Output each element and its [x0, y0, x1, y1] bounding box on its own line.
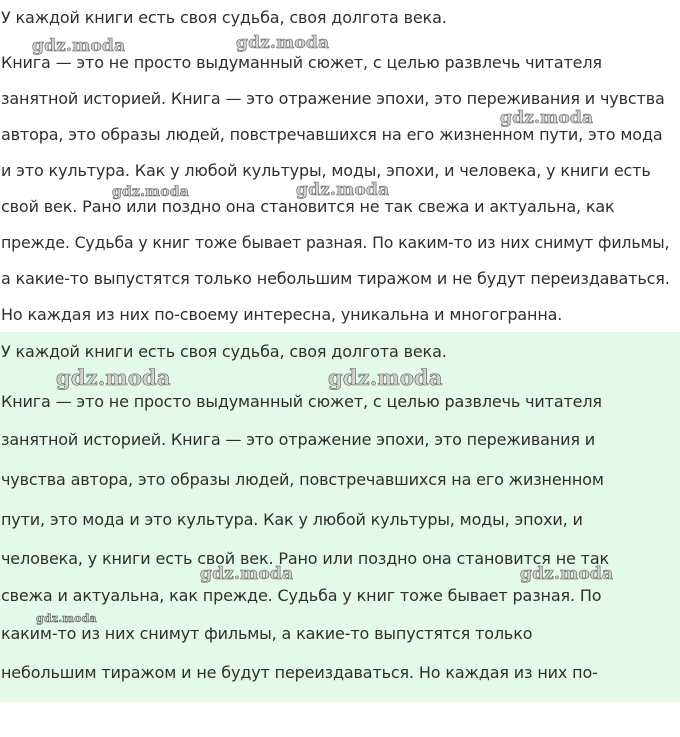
watermark-logo: gdz.moda: [112, 184, 190, 200]
watermark-logo: gdz.moda: [296, 180, 390, 200]
text-line: занятной историей. Книга — это отражение эпохи, это переживания и чувства: [1, 89, 665, 108]
text-line: каким-то из них снимут фильмы, а какие-то выпустятся только: [1, 624, 533, 643]
text-line: чувства автора, это образы людей, повстречавшихся на его жизненном: [1, 470, 604, 489]
text-line: У каждой книги есть своя судьба, своя долгота века.: [1, 8, 447, 27]
text-line: свой век. Рано или поздно она становится не так свежа и актуальна, как: [1, 197, 615, 216]
watermark-logo: gdz.moda: [32, 36, 126, 56]
watermark-logo: gdz.moda: [56, 365, 171, 390]
text-line: прежде. Судьба у книг тоже бывает разная. По каким-то из них снимут фильмы,: [1, 233, 670, 252]
text-line: пути, это мода и это культура. Как у любой культуры, моды, эпохи, и: [1, 510, 583, 529]
text-line: У каждой книги есть своя судьба, своя долгота века.: [1, 342, 447, 361]
watermark-logo: gdz.moda: [236, 33, 330, 53]
text-line: Книга — это не просто выдуманный сюжет, с целью развлечь читателя: [1, 53, 602, 72]
watermark-logo: gdz.moda: [328, 365, 443, 390]
text-line: автора, это образы людей, повстречавшихся на его жизненном пути, это мода: [1, 125, 663, 144]
text-line: небольшим тиражом и не будут переиздаваться. Но каждая из них по-: [1, 663, 598, 682]
text-line: Книга — это не просто выдуманный сюжет, с целью развлечь читателя: [1, 392, 602, 411]
text-line: занятной историей. Книга — это отражение эпохи, это переживания и: [1, 430, 596, 449]
text-line: и это культура. Как у любой культуры, моды, эпохи, и человека, у книги есть: [1, 161, 651, 180]
text-line: свежа и актуальна, как прежде. Судьба у книг тоже бывает разная. По: [1, 586, 602, 605]
text-line: человека, у книги есть свой век. Рано или поздно она становится не так: [1, 549, 609, 568]
watermark-logo: gdz.moda: [36, 612, 97, 625]
watermark-logo: gdz.moda: [520, 564, 614, 584]
text-line: а какие-то выпустятся только небольшим тиражом и не будут переиздаваться.: [1, 269, 670, 288]
text-line: Но каждая из них по-своему интересна, уникальна и многогранна.: [1, 305, 563, 324]
watermark-logo: gdz.moda: [500, 108, 594, 128]
watermark-logo: gdz.moda: [200, 564, 294, 584]
